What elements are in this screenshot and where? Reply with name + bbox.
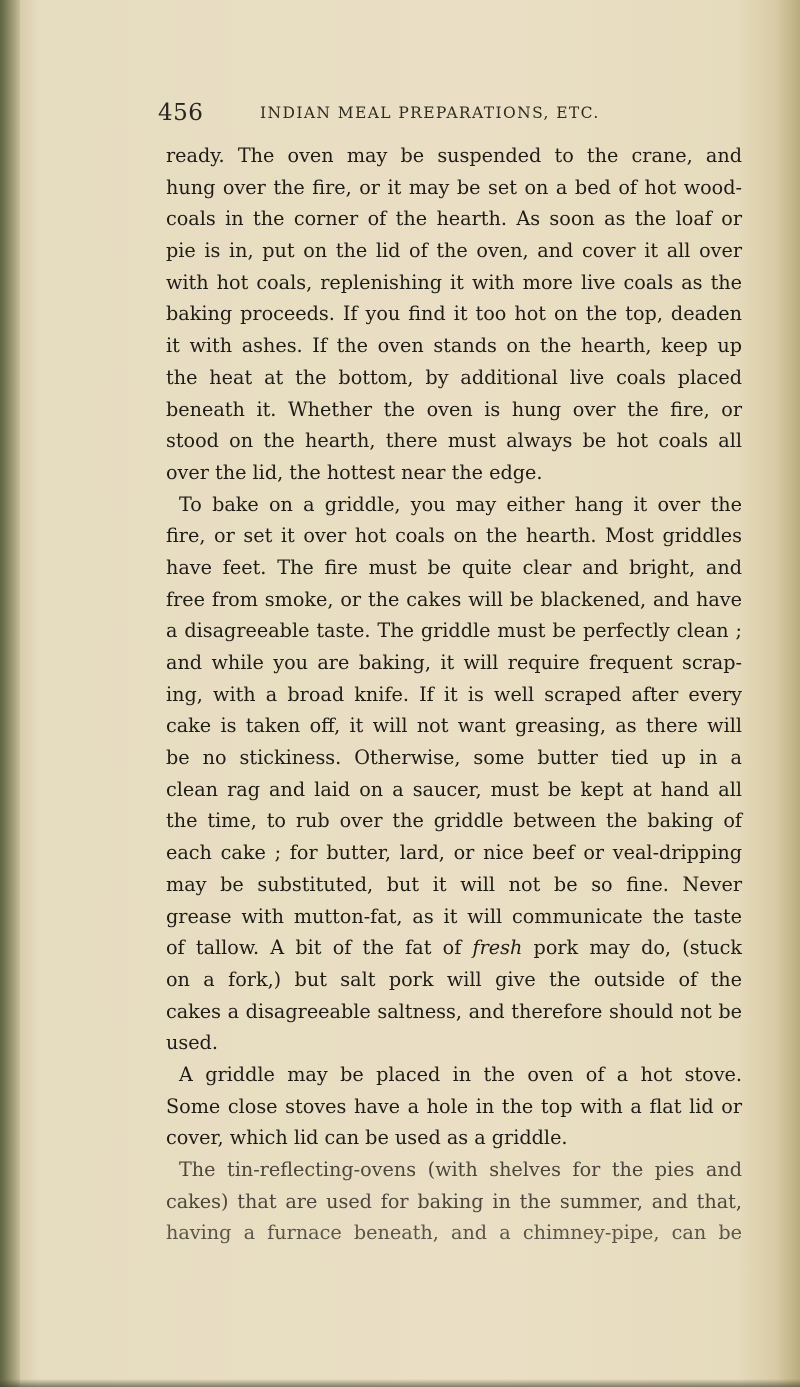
page-bottom-edge (0, 1379, 800, 1387)
text-line: over the lid, the hottest near the edge. (166, 460, 543, 484)
text-line: cakes) that are used for baking in the summer, and that, (166, 1189, 742, 1213)
page-header (158, 100, 718, 130)
text-line: cakes a disagreeable saltness, and therefore should not be (166, 999, 742, 1023)
text-line: hung over the fire, or it may be set on a bed of hot wood- (166, 175, 742, 199)
text-line: used. (166, 1031, 218, 1055)
text-line: with hot coals, replenishing it with more live coals as the (166, 270, 742, 294)
text-line: having a furnace beneath, and a chimney-pipe, can be (166, 1221, 742, 1245)
text-line: it with ashes. If the oven stands on the hearth, keep up (166, 334, 742, 358)
body-text (166, 140, 742, 1249)
text-line: on a fork,) but salt pork will give the outside of the (166, 967, 742, 991)
text-line: ing, with a broad knife. If it is well scraped after every (166, 682, 742, 706)
text-line: the time, to rub over the griddle between the baking of (166, 809, 742, 833)
text-line: coals in the corner of the hearth. As soon as the loaf or (166, 207, 742, 231)
text-line-with-italic (166, 932, 742, 964)
text-line: a disagreeable taste. The griddle must be perfectly clean ; (166, 619, 742, 643)
text-line: the heat at the bottom, by additional live coals placed (166, 365, 742, 389)
text-line: and while you are baking, it will require frequent scrap- (166, 651, 742, 674)
text-line: cake is taken off, it will not want greasing, as there will (166, 714, 742, 738)
text-line: To bake on a griddle, you may either hang it over the (179, 492, 742, 516)
italic-word: fresh (472, 936, 523, 960)
page-number: 456 (158, 100, 204, 126)
text-line: free from smoke, or the cakes will be blackened, and have (166, 587, 742, 611)
text-line: baking proceeds. If you find it too hot on the top, deaden (166, 302, 742, 326)
text-line: pie is in, put on the lid of the oven, and cover it all over (166, 239, 742, 263)
text-segment: pork may do, (stuck (522, 936, 742, 960)
text-line: The tin-reflecting-ovens (with shelves for the pies and (179, 1158, 742, 1181)
text-line: Some close stoves have a hole in the top with a flat lid or (166, 1094, 742, 1118)
spine-shadow (0, 0, 20, 1387)
text-line: A griddle may be placed in the oven of a hot stove. (179, 1062, 742, 1086)
text-line: grease with mutton-fat, as it will communicate the taste (166, 904, 742, 928)
text-line: may be substituted, but it will not be so fine. Never (166, 872, 742, 896)
text-line: each cake ; for butter, lard, or nice beef or veal-dripping (166, 841, 742, 865)
running-head: INDIAN MEAL PREPARATIONS, ETC. (260, 104, 600, 122)
text-line: ready. The oven may be suspended to the crane, and (166, 144, 742, 167)
text-line: have feet. The fire must be quite clear and bright, and (166, 555, 742, 579)
text-line: cover, which lid can be used as a griddle. (166, 1126, 568, 1150)
text-line: beneath it. Whether the oven is hung over the fire, or (166, 397, 742, 421)
text-line: be no stickiness. Otherwise, some butter tied up in a (166, 746, 742, 770)
text-line: stood on the hearth, there must always be hot coals all (166, 429, 742, 453)
text-line: fire, or set it over hot coals on the hearth. Most griddles (166, 524, 742, 548)
text-line: clean rag and laid on a saucer, must be kept at hand all (166, 777, 742, 801)
text-segment: of tallow. A bit of the fat of (166, 936, 473, 960)
